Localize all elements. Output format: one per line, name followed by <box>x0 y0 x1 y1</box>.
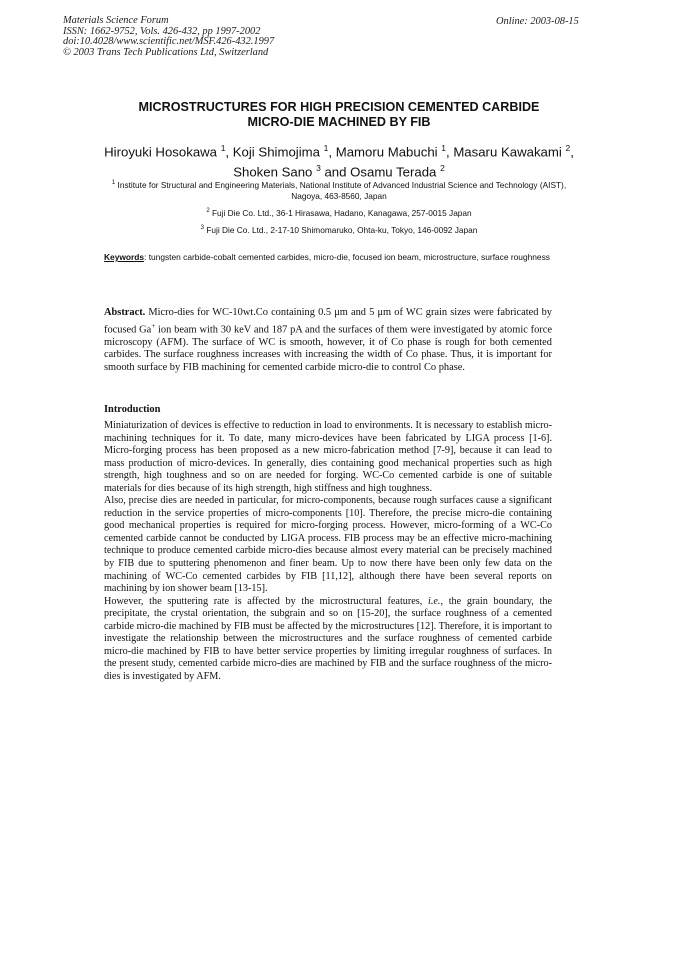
journal-name: Materials Science Forum <box>63 15 169 26</box>
doi-line[interactable]: doi:10.4028/www.scientific.net/MSF.426-432.1997 <box>63 36 275 48</box>
author-affiliation-number: 2 <box>565 143 571 153</box>
keywords-text: tungsten carbide-cobalt cemented carbides, micro-die, focused ion beam, microstructure, surface roughness <box>148 252 550 262</box>
affiliation-2 <box>100 206 578 219</box>
intro-paragraph-1: Miniaturization of devices is effective to reduction in load to environments. It is necessary to establish micro-machining techniques for it. To date, many micro-devices have been fabricated by LIGA process [1-6]. Micro-forging process has been proposed as a new micro-fabrication method [7-9], because it can lead to mass production of micro-devices. In generally, dies containing good mechanical properties such as high strength, high toughness and so on are needed for forging. WC-Co cemented carbide is one of suitable materials for dies because of its high strength, high stiffness and high toughness. <box>104 420 552 494</box>
introduction-heading: Introduction <box>104 404 161 415</box>
issn-line: ISSN: 1662-9752, Vols. 426-432, pp 1997-2002 <box>63 25 261 37</box>
intro-paragraph-2: Also, precise dies are needed in particular, for micro-components, because rough surfaces cause a significant reduction in the service properties of micro-components [10]. Therefore, the precise micro-die containing good mechanical properties is required for micro-forging process. However, micro-forming of a WC-Co cemented carbide cannot be conducted by LIGA process. FIB process may be an effective micro-machining technique to produce cemented carbide micro-dies because almost every material can be precisely machined by FIB due to sputtering phenomenon and finer beam. Up to now there have been only few data on the machining of WC-Co cemented carbides by FIB [11,12], although there have been several reports on machining by ion shower beam [13-15]. <box>104 495 552 595</box>
author-name: Koji Shimojima <box>232 144 320 160</box>
author-name: Mamoru Mabuchi <box>335 144 438 160</box>
abstract-label: Abstract. <box>104 307 146 318</box>
online-date: Online: 2003-08-15 <box>496 16 579 27</box>
title-line-2: MICRO-DIE MACHINED BY FIB <box>247 115 431 129</box>
author-affiliation-number: 1 <box>323 143 329 153</box>
affiliation-number: 1 <box>111 180 116 186</box>
author-affiliation-number: 1 <box>441 143 446 153</box>
author-list: Hiroyuki Hosokawa $^1$, Koji Shimojima $^1$, Mamoru Mabuchi $^1$, Masaru Kawakami $^2$, Shoken Sano $^3$ and Osamu Terada $^2$ <box>104 143 574 180</box>
intro-paragraph-3-a: However, the sputtering rate is affected by the microstructural features, <box>104 595 429 607</box>
keywords-block: Keywords: tungsten carbide-cobalt cemented carbides, micro-die, focused ion beam, microstructure, surface roughness <box>104 252 550 262</box>
abstract-text-1: Micro-dies for WC-10wt.Co containing 0.5 μm and 5 μm of WC grain sizes were fabricated by focused Ga <box>104 307 552 336</box>
intro-paragraph-3-b: , the grain boundary, the precipitate, the crystal orientation, the subgrain and so on [15-20], the surface roughness of a cemented carbide micro-die machined by FIB must be affected by the microstructures [12]. Therefore, it is important to investigate the relationship between the microstructures and the surface roughness of cemented carbide micro-die machined by FIB to have better service properties by limiting irregular roughness of surfaces. In the present study, cemented carbide micro-dies are machined by FIB and the surface roughness of the micro-dies is investigated by AFM. <box>104 595 553 682</box>
affiliation-number: 3 <box>200 225 204 231</box>
journal-header <box>63 16 423 59</box>
affiliation-text: Fuji Die Co. Ltd., 2-17-10 Shimomaruko, Ohta-ku, Tokyo, 146-0092 Japan <box>206 224 478 235</box>
author-name: Masaru Kawakami <box>453 144 562 160</box>
author-name: Osamu Terada <box>350 164 437 180</box>
abstract-text-2: ion beam with 30 keV and 187 pA and the surfaces of them were investigated by atomic force microscopy (AFM). The surface of WC is smooth, however, it of Co phase is rough for both cemented carbides. The surface roughness increases with increasing the width of Co phase. Thus, it is important for smooth surface by FIB machining for cemented carbide micro-die to control Co phase. <box>104 324 552 373</box>
title-line-1: MICROSTRUCTURES FOR HIGH PRECISION CEMENTED CARBIDE <box>138 100 540 114</box>
affiliation-3 <box>100 223 578 236</box>
affiliation-text: Fuji Die Co. Ltd., 36-1 Hirasawa, Hadano, Kanagawa, 257-0015 Japan <box>211 207 472 218</box>
author-name: Hiroyuki Hosokawa <box>104 144 218 160</box>
abstract-block <box>104 307 552 374</box>
intro-paragraph-3 <box>104 596 552 684</box>
author-affiliation-number: 3 <box>316 163 321 174</box>
author-name: Shoken Sano <box>233 164 313 180</box>
intro-paragraph-3-ie: i.e. <box>428 595 441 607</box>
author-affiliation-number: 1 <box>220 143 226 153</box>
affiliation-text: Institute for Structural and Engineering Materials, National Institute of Advanced Industrial Science and Technology (AIST), Nagoya, 463-8560, Japan <box>117 179 567 201</box>
introduction-body <box>104 420 552 683</box>
affiliation-1 <box>100 178 578 202</box>
copyright-line: © 2003 Trans Tech Publications Ltd, Switzerland <box>63 47 269 59</box>
keywords-label: Keywords <box>104 252 145 262</box>
abstract-superscript: + <box>151 321 156 330</box>
author-affiliation-number: 2 <box>440 163 445 174</box>
paper-title <box>90 100 588 130</box>
affiliation-number: 2 <box>206 208 210 214</box>
